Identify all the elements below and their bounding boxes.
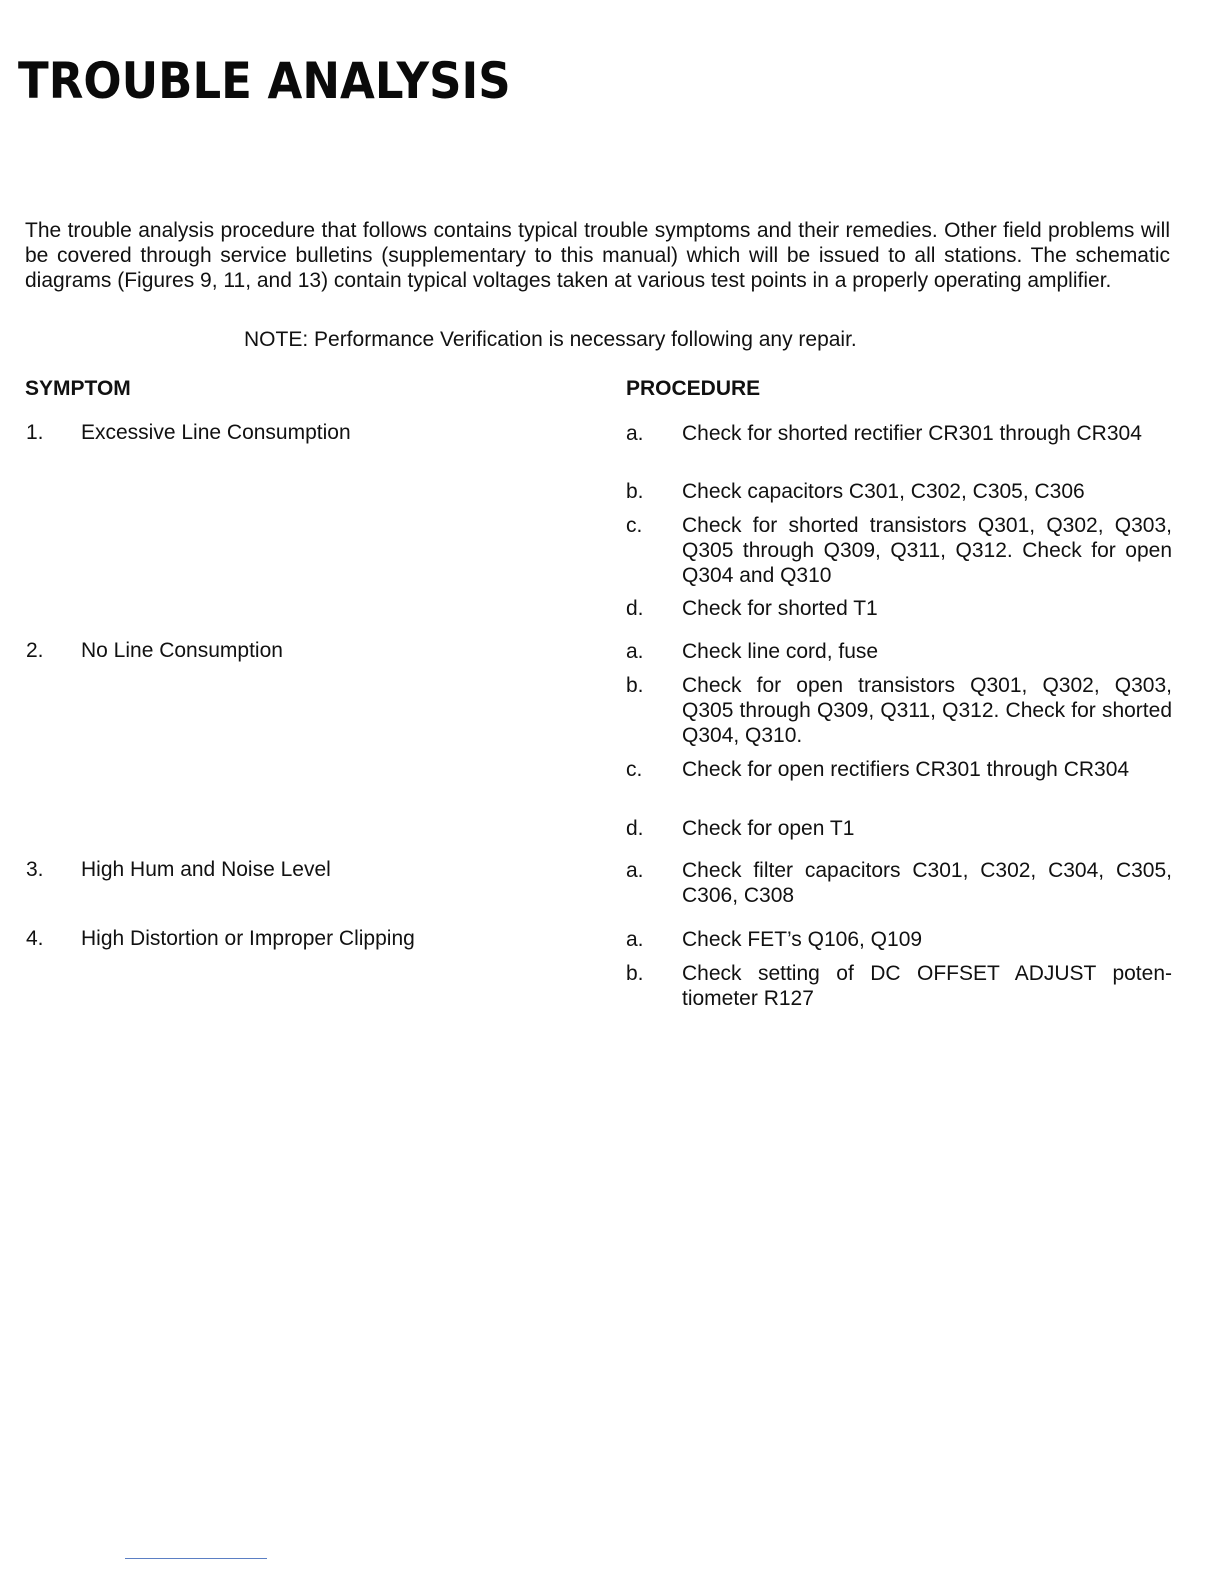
procedure-2b — [626, 673, 1172, 748]
procedure-text: Check for shorted rectifier CR301 through CR304 — [682, 422, 1142, 445]
page-title: TROUBLE ANALYSIS — [18, 52, 511, 110]
symptom-number: 2. — [26, 639, 44, 662]
procedure-letter: a. — [626, 640, 644, 663]
footer-divider — [125, 1558, 267, 1559]
procedure-2d — [626, 816, 1172, 841]
procedure-letter: a. — [626, 859, 644, 882]
symptom-1 — [26, 421, 351, 445]
procedure-3a — [626, 858, 1172, 908]
symptom-label: High Distortion or Improper Clipping — [81, 927, 415, 950]
procedure-2c — [626, 757, 1172, 782]
procedure-1b — [626, 479, 1172, 504]
procedure-letter: c. — [626, 758, 643, 781]
procedure-text: Check FET’s Q106, Q109 — [682, 928, 923, 951]
procedure-1d — [626, 596, 1172, 621]
procedure-4a — [626, 927, 1172, 952]
symptom-number: 4. — [26, 927, 44, 950]
procedure-4b — [626, 961, 1172, 1011]
symptom-4 — [26, 927, 415, 951]
procedure-2a — [626, 639, 1172, 664]
symptom-label: No Line Consumption — [81, 639, 283, 662]
symptom-column-header: SYMPTOM — [25, 377, 131, 400]
procedure-text: Check for shorted T1 — [682, 597, 878, 620]
symptom-label: Excessive Line Consumption — [81, 421, 351, 444]
procedure-text: Check setting of DC OFFSET ADJUST poten-tiometer R127 — [682, 962, 1172, 1010]
procedure-letter: b. — [626, 962, 644, 985]
intro-paragraph: The trouble analysis procedure that follows contains typical trouble symptoms and their remedies. Other field problems will be covered through service bulletins (supplementary to this manual) which will be issued to all stations. The schematic diagrams (Figures 9, 11, and 13) contain typical voltages taken at various test points in a properly operating amplifier. — [25, 219, 1170, 292]
procedure-letter: b. — [626, 480, 644, 503]
procedure-letter: b. — [626, 674, 644, 697]
procedure-letter: a. — [626, 928, 644, 951]
symptom-label: High Hum and Noise Level — [81, 858, 331, 881]
symptom-3 — [26, 858, 331, 882]
procedure-text: Check for open transistors Q301, Q302, Q303, Q305 through Q309, Q311, Q312. Check for shorted Q304, Q310. — [682, 674, 1172, 747]
procedure-text: Check line cord, fuse — [682, 640, 879, 663]
procedure-letter: a. — [626, 422, 644, 445]
procedure-text: Check for open T1 — [682, 817, 855, 840]
procedure-text: Check for shorted transistors Q301, Q302, Q303, Q305 through Q309, Q311, Q312. Check for open Q304 and Q310 — [682, 514, 1172, 587]
procedure-text: Check for open rectifiers CR301 through CR304 — [682, 758, 1130, 781]
procedure-1c — [626, 513, 1172, 588]
procedure-text: Check filter capacitors C301, C302, C304, C305, C306, C308 — [682, 859, 1172, 907]
note-text: NOTE: Performance Verification is necessary following any repair. — [244, 328, 857, 351]
symptom-number: 1. — [26, 421, 44, 444]
procedure-letter: c. — [626, 514, 643, 537]
procedure-1a — [626, 421, 1172, 446]
procedure-letter: d. — [626, 817, 644, 840]
procedure-letter: d. — [626, 597, 644, 620]
procedure-text: Check capacitors C301, C302, C305, C306 — [682, 480, 1085, 503]
symptom-number: 3. — [26, 858, 44, 881]
procedure-column-header: PROCEDURE — [626, 377, 761, 400]
symptom-2 — [26, 639, 283, 663]
